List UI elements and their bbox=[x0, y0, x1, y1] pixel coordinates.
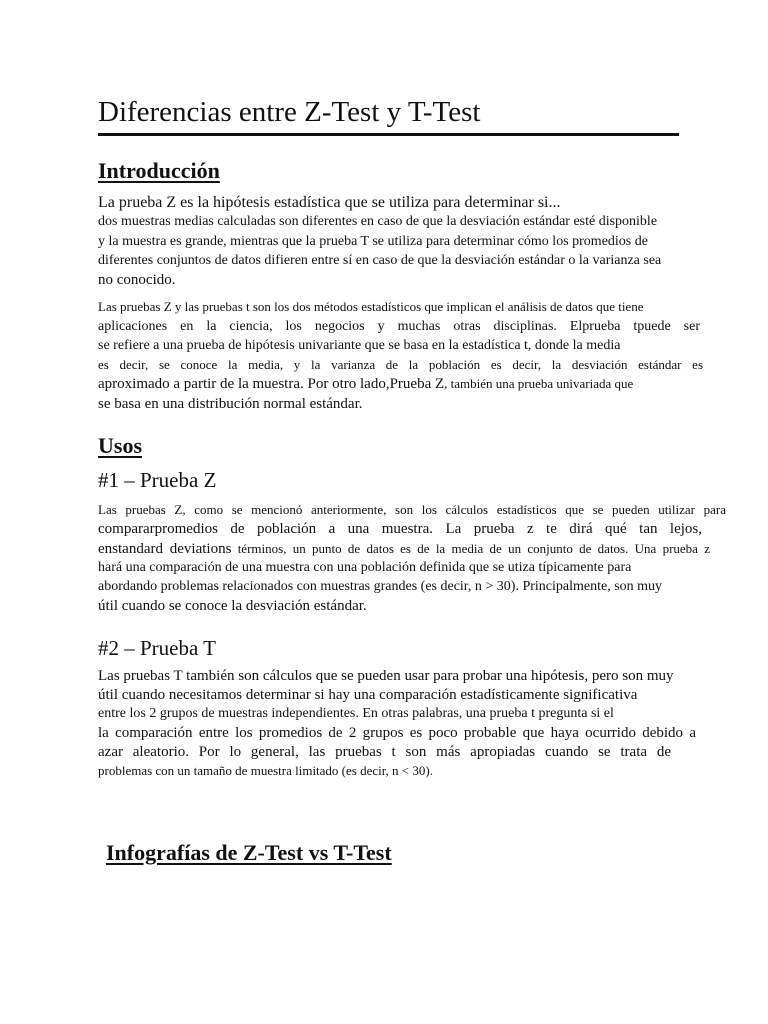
prueba-z-line-5: abordando problemas relacionados con muestras grandes (es decir, n > 30). Principalmente, son muy bbox=[98, 579, 663, 594]
prueba-z-line-3-b: términos, un punto de datos es de la media de un conjunto de datos. Una prueba z bbox=[231, 541, 710, 556]
prueba-z-line-3-a: enstandard deviations bbox=[98, 541, 232, 557]
prueba-t-line-5: azar aleatorio. Por lo general, las pruebas t son más apropiadas cuando se trata de bbox=[98, 744, 671, 760]
prueba-t-line-4: la comparación entre los promedios de 2 grupos es poco probable que haya ocurrido debido a bbox=[98, 725, 696, 741]
prueba-z-line-3 bbox=[98, 539, 710, 559]
intro-p1-line-3: y la muestra es grande, mientras que la prueba T se utiliza para determinar cómo los promedios de bbox=[98, 234, 648, 249]
intro-p2-line-6: se basa en una distribución normal estándar. bbox=[98, 396, 363, 412]
intro-p2-line-1: Las pruebas Z y las pruebas t son los dos métodos estadísticos que implican el análisis de datos que tiene bbox=[98, 299, 644, 314]
intro-p2-line-4: es decir, se conoce la media, y la varianza de la población es decir, la desviación estándar es bbox=[98, 357, 703, 372]
intro-p1-line-1: La prueba Z es la hipótesis estadística que se utiliza para determinar si... bbox=[98, 194, 561, 211]
title-underline bbox=[98, 133, 679, 136]
document-title: Diferencias entre Z-Test y T-Test bbox=[98, 96, 481, 128]
prueba-z-line-4: hará una comparación de una muestra con una población definida que se utiza típicamente para bbox=[98, 560, 632, 575]
prueba-t-line-6: problemas con un tamaño de muestra limitado (es decir, n < 30). bbox=[98, 763, 433, 778]
prueba-t-line-1: Las pruebas T también son cálculos que se pueden usar para probar una hipótesis, pero son muy bbox=[98, 668, 674, 684]
intro-p1-line-2: dos muestras medias calculadas son diferentes en caso de que la desviación estándar esté disponible bbox=[98, 214, 658, 229]
usos-heading: Usos bbox=[98, 433, 143, 458]
intro-p2-line-5 bbox=[98, 374, 726, 394]
intro-p2-line-5-a: aproximado a partir de la muestra. Por otro lado,Prueba Z bbox=[98, 376, 445, 392]
prueba-z-line-2: compararpromedios de población a una muestra. La prueba z te dirá qué tan lejos, bbox=[98, 521, 702, 537]
intro-p2-line-3: se refiere a una prueba de hipótesis univariante que se basa en la estadística t, donde la media bbox=[98, 338, 621, 353]
intro-p1-line-4: diferentes conjuntos de datos difieren entre sí en caso de que la desviación estándar o la varianza sea bbox=[98, 253, 662, 268]
prueba-t-line-2: útil cuando necesitamos determinar si hay una comparación estadísticamente significativa bbox=[98, 687, 638, 703]
prueba-z-line-1: Las pruebas Z, como se mencionó anteriormente, son los cálculos estadísticos que se pueden utilizar para bbox=[98, 502, 726, 517]
intro-p2-line-5-b: , también una prueba univariada que bbox=[444, 376, 634, 391]
prueba-z-line-6: útil cuando se conoce la desviación estándar. bbox=[98, 598, 367, 614]
intro-heading: Introducción bbox=[98, 158, 220, 183]
prueba-t-heading: #2 – Prueba T bbox=[98, 636, 217, 660]
infographics-heading: Infografías de Z-Test vs T-Test bbox=[106, 840, 392, 865]
prueba-z-heading: #1 – Prueba Z bbox=[98, 468, 217, 492]
prueba-t-line-3: entre los 2 grupos de muestras independientes. En otras palabras, una prueba t pregunta si el bbox=[98, 706, 614, 721]
intro-p2-line-2: aplicaciones en la ciencia, los negocios y muchas otras disciplinas. Elprueba tpuede ser bbox=[98, 319, 700, 334]
intro-p1-line-5: no conocido. bbox=[98, 272, 176, 288]
